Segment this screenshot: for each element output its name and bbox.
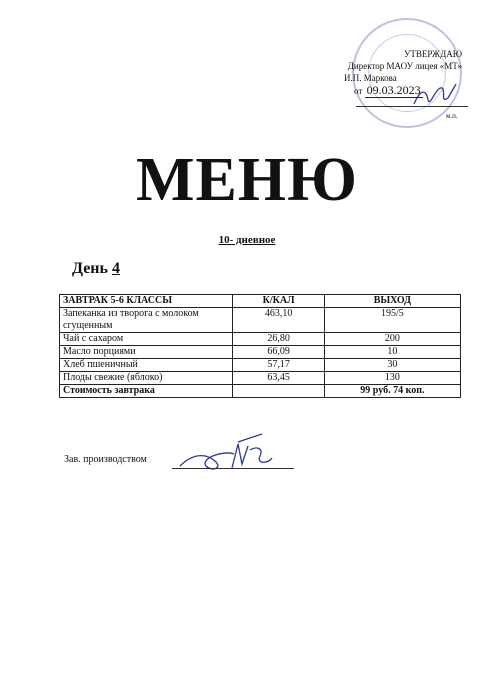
date-prefix: от <box>354 86 363 96</box>
dish-name: Чай с сахаром <box>60 333 233 346</box>
dish-name: Масло порциями <box>60 346 233 359</box>
approval-block <box>300 48 462 97</box>
dish-yield: 195/5 <box>324 308 460 333</box>
total-value: 99 руб. 74 коп. <box>324 385 460 398</box>
stamp-place-label: м.п. <box>446 112 458 120</box>
dish-yield: 130 <box>324 372 460 385</box>
day-heading <box>72 260 120 278</box>
dish-kcal: 26,80 <box>233 333 324 346</box>
menu-subtitle: 10- дневное <box>218 234 276 246</box>
producer-signature <box>172 432 282 476</box>
menu-table <box>59 294 461 398</box>
producer-signature-line <box>172 468 294 469</box>
dish-kcal: 463,10 <box>233 308 324 333</box>
dish-yield: 200 <box>324 333 460 346</box>
dish-name: Запеканка из творога с молоком сгущенным <box>60 308 233 333</box>
signature-line <box>356 106 468 107</box>
approval-date-line <box>300 84 462 97</box>
page-title: МЕНЮ <box>136 146 358 214</box>
approve-label: УТВЕРЖДАЮ <box>403 49 462 59</box>
producer-label: Зав. производством <box>64 454 147 465</box>
dish-name: Плоды свежие (яблоко) <box>60 372 233 385</box>
table-header-row <box>60 295 461 308</box>
table-row <box>60 346 461 359</box>
total-label: Стоимость завтрака <box>60 385 233 398</box>
table-row <box>60 308 461 333</box>
table-row <box>60 359 461 372</box>
table-row <box>60 372 461 385</box>
total-row <box>60 385 461 398</box>
day-number: 4 <box>111 260 120 277</box>
total-empty-cell <box>233 385 324 398</box>
dish-yield: 10 <box>324 346 460 359</box>
day-label: День <box>72 260 108 277</box>
director-name: И.П. Маркова <box>344 73 397 83</box>
dish-yield: 30 <box>324 359 460 372</box>
header-meal: ЗАВТРАК 5-6 КЛАССЫ <box>60 295 233 308</box>
dish-name: Хлеб пшеничный <box>60 359 233 372</box>
header-kcal: К/КАЛ <box>233 295 324 308</box>
table-row <box>60 333 461 346</box>
header-yield: ВЫХОД <box>324 295 460 308</box>
dish-kcal: 66,09 <box>233 346 324 359</box>
dish-kcal: 57,17 <box>233 359 324 372</box>
dish-kcal: 63,45 <box>233 372 324 385</box>
director-position: Директор МАОУ лицея «МТ» <box>347 61 462 71</box>
approval-date: 09.03.2023 <box>366 83 421 97</box>
